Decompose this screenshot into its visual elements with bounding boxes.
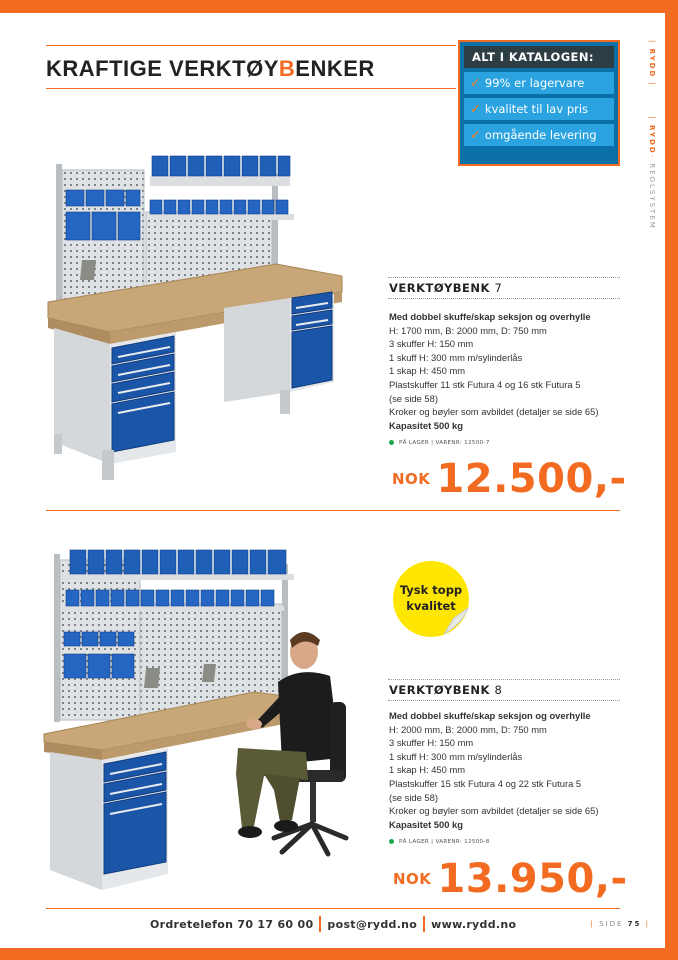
page-side-label: SIDE [599,920,624,928]
product-8-price-amount: 13.950,- [437,856,628,902]
spec-line: Plastskuffer 15 stk Futura 4 og 22 stk Futura 5 [389,777,582,789]
catalog-box [458,40,620,166]
spec-line: Med dobbel skuffe/skap seksjon og overhylle [389,710,591,721]
sticker-text [392,582,470,614]
product-7-specs [389,310,629,432]
catalog-item-label: 99% er lagervare [484,76,585,90]
product-8-currency: NOK [393,870,432,888]
product-8-title [389,683,502,697]
product-7-currency: NOK [392,470,431,488]
spec-line: 3 skuffer H: 150 mm [389,737,474,749]
catalog-item [464,124,614,146]
side-tab-text: | RYDD | | RYDD· REOLSYSTEM [648,40,656,230]
spec-line: 1 skap H: 450 mm [389,764,466,776]
spec-line: (se side 58) [389,392,438,404]
catalog-item-label: omgående levering [484,128,597,142]
footer-phone: Ordretelefon 70 17 60 00 [150,917,314,931]
product-8-name: VERKTØYBENK [389,683,490,697]
spec-line: Plastskuffer 11 stk Futura 4 og 16 stk Futura 5 [389,378,581,390]
sticker-line-1: Tysk topp [399,583,463,597]
title-part-1: KRAFTIGE VERKTØY [46,56,279,81]
quality-sticker [392,560,470,638]
product-7-stock [389,440,490,446]
catalog-heading: ALT I KATALOGEN: [464,46,614,68]
product-7-price-amount: 12.500,- [436,456,627,502]
spec-line: Kapasitet 500 kg [389,818,463,830]
spec-line: 1 skuff H: 300 mm m/sylinderlås [389,351,523,363]
product-7-number: 7 [494,281,503,295]
product-8-number: 8 [494,683,503,697]
catalog-item [464,72,614,94]
product-7-title [389,281,502,295]
spec-line: H: 1700 mm, B: 2000 mm, D: 750 mm [389,324,547,336]
product-8-specs [389,709,629,831]
footer-email-link[interactable]: post@rydd.no [327,917,418,931]
spec-line: Kroker og bøyler som avbildet (detaljer se side 65) [389,805,599,817]
spec-line: 1 skuff H: 300 mm m/sylinderlås [389,750,523,762]
in-stock-dot-icon [389,440,394,445]
product-7-title-divider [388,298,620,299]
right-edge-bar [665,0,678,960]
product-8-top-divider [388,679,620,680]
product-8-stock [389,839,490,845]
sticker-line-2: kvalitet [406,599,456,613]
footer-separator [423,916,425,932]
side-tab-section-brand: RYDD [648,125,656,155]
top-edge-bar [0,0,678,13]
product-8-title-divider [388,700,620,701]
bottom-edge-bar [0,948,678,960]
page-number: | SIDE 75 | [590,920,650,928]
spec-line: H: 2000 mm, B: 2000 mm, D: 750 mm [389,723,547,735]
footer-contact [150,916,516,932]
section-divider [46,510,620,511]
title-bottom-rule [46,88,456,89]
spec-line: Kapasitet 500 kg [389,419,463,431]
spec-line: 3 skuffer H: 150 mm [389,338,474,350]
spec-line: 1 skap H: 450 mm [389,365,466,377]
title-top-rule [46,45,456,46]
footer-rule [46,908,620,909]
spec-line: Med dobbel skuffe/skap seksjon og overhylle [389,311,591,322]
workbench-8-image [42,544,354,894]
product-7-name: VERKTØYBENK [389,281,490,295]
catalog-item-label: kvalitet til lav pris [484,102,589,116]
page-title [46,56,375,82]
title-highlight-letter: B [278,56,296,81]
check-icon: ✓ [470,101,481,117]
catalog-item [464,98,614,120]
product-7-top-divider [388,277,620,278]
check-icon: ✓ [470,127,481,143]
product-8-stock-text: PÅ LAGER | VARENR: 12500-8 [399,839,490,845]
spec-line: (se side 58) [389,791,438,803]
page-number-value: 75 [627,920,642,928]
title-part-2: ENKER [295,56,375,81]
side-tab-brand: RYDD [648,48,656,79]
check-icon: ✓ [470,75,481,91]
footer-web-link[interactable]: www.rydd.no [431,917,517,931]
in-stock-dot-icon [389,839,394,844]
side-tab [642,40,658,230]
footer-separator [319,916,321,932]
product-7-stock-text: PÅ LAGER | VARENR: 12500-7 [399,440,490,446]
product-8-price [393,856,628,902]
workbench-7-image [44,152,344,484]
spec-line: Kroker og bøyler som avbildet (detaljer se side 65) [389,406,599,418]
product-7-price [392,456,627,502]
side-tab-section-sub: REOLSYSTEM [648,163,656,230]
